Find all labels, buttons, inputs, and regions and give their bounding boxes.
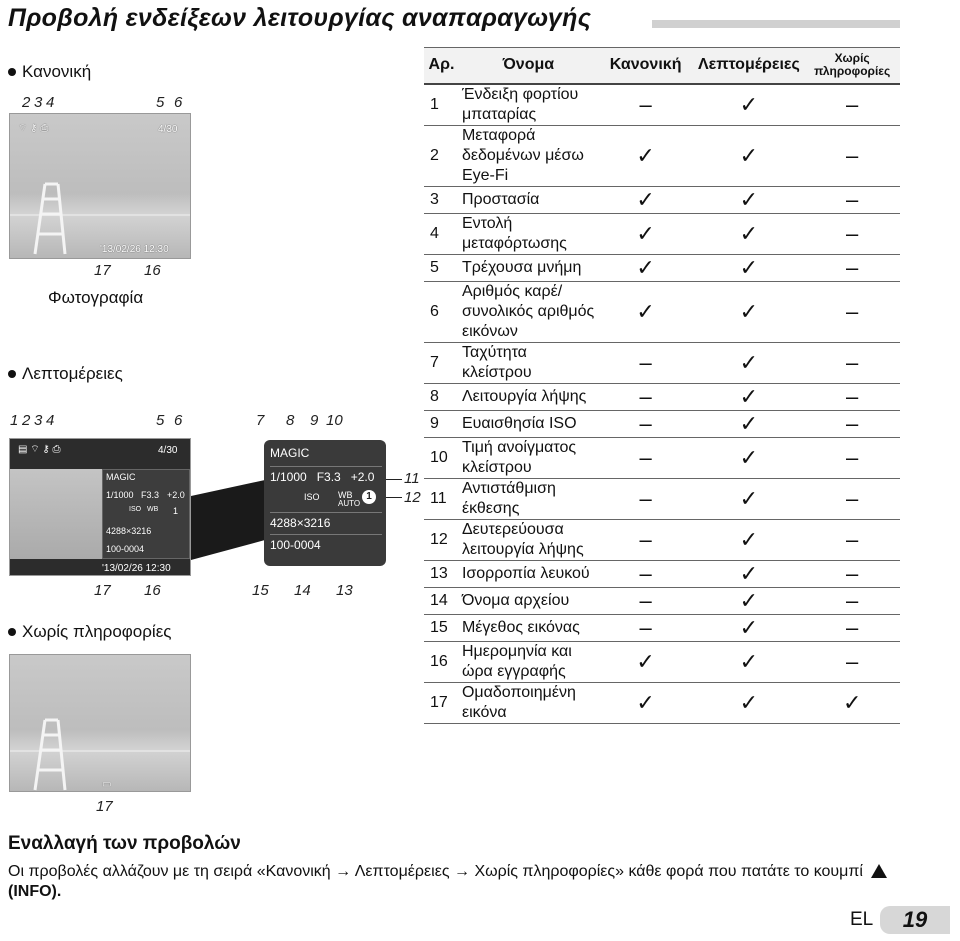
cell-name: Μέγεθος εικόνας — [459, 614, 598, 641]
normal-screen — [9, 113, 191, 259]
callout-12: 12 — [404, 489, 421, 506]
cell-detailed: ✓ — [693, 383, 804, 410]
date-time: '13/02/26 12:30 — [100, 244, 169, 255]
cell-no-info: – — [804, 281, 900, 342]
detailed-thumbnail — [10, 469, 102, 559]
callout-17: 17 — [96, 798, 113, 815]
cell-normal: ✓ — [598, 641, 694, 682]
cell-normal: – — [598, 587, 694, 614]
lifeguard-chair-image — [10, 114, 191, 259]
cell-number: 3 — [424, 186, 459, 213]
language-code: EL — [850, 909, 874, 930]
callout-7: 7 — [256, 412, 265, 429]
zoom-size: 4288×3216 — [270, 512, 382, 530]
cell-normal: ✓ — [598, 125, 694, 186]
cell-detailed: ✓ — [693, 641, 804, 682]
cell-name: Δευτερεύουσα λειτουργία λήψης — [459, 519, 598, 560]
cell-no-info: – — [804, 587, 900, 614]
cell-name: Ημερομηνία και ώρα εγγραφής — [459, 641, 598, 682]
cell-name: Αντιστάθμιση έκθεσης — [459, 478, 598, 519]
cell-no-info: – — [804, 560, 900, 587]
callout-15: 15 — [252, 582, 269, 599]
callout-8: 8 — [286, 412, 295, 429]
cell-number: 9 — [424, 410, 459, 437]
bullet — [8, 370, 16, 378]
callout-17: 17 — [94, 582, 111, 599]
callout-3: 3 — [34, 94, 43, 111]
table-row — [424, 478, 900, 519]
frame-count: 4/30 — [158, 124, 178, 135]
mode-label-detailed — [8, 364, 123, 384]
cell-number: 5 — [424, 254, 459, 281]
cell-no-info: – — [804, 125, 900, 186]
cell-name: Αριθμός καρέ/ συνολικός αριθμός εικόνων — [459, 281, 598, 342]
cell-no-info: – — [804, 342, 900, 383]
cell-detailed: ✓ — [693, 254, 804, 281]
table-row — [424, 587, 900, 614]
section-heading: Εναλλαγή των προβολών — [8, 833, 241, 854]
cell-name: Λειτουργία λήψης — [459, 383, 598, 410]
cell-normal: – — [598, 342, 694, 383]
cell-number: 1 — [424, 84, 459, 126]
table-row — [424, 383, 900, 410]
cell-normal: – — [598, 478, 694, 519]
cell-detailed: ✓ — [693, 682, 804, 723]
cell-normal: ✓ — [598, 281, 694, 342]
cell-detailed: ✓ — [693, 342, 804, 383]
info-label: (INFO). — [8, 883, 62, 900]
cell-number: 4 — [424, 213, 459, 254]
cell-normal: ✓ — [598, 254, 694, 281]
cell-detailed: ✓ — [693, 410, 804, 437]
page-number: 19 — [880, 906, 950, 934]
cell-number: 13 — [424, 560, 459, 587]
cell-no-info: ✓ — [804, 682, 900, 723]
callout-9: 9 — [310, 412, 319, 429]
zoom-file: 100-0004 — [270, 534, 382, 552]
cell-name: Προστασία — [459, 186, 598, 213]
title-rule — [652, 20, 900, 28]
cell-name: Ευαισθησία ISO — [459, 410, 598, 437]
cell-normal: – — [598, 519, 694, 560]
callout-2: 2 — [22, 412, 31, 429]
table-row — [424, 519, 900, 560]
status-icons: ⌔ ⚷ ⎙ — [18, 123, 49, 134]
callout-1: 1 — [10, 412, 19, 429]
table-row — [424, 682, 900, 723]
table-row — [424, 560, 900, 587]
cell-normal: – — [598, 84, 694, 126]
table-row — [424, 213, 900, 254]
cell-normal: – — [598, 437, 694, 478]
cell-no-info: – — [804, 410, 900, 437]
zoom-shutter-row: 1/1000 F3.3 +2.0 — [270, 466, 382, 484]
table-row — [424, 84, 900, 126]
cell-name: Ομαδοποιημένη εικόνα — [459, 682, 598, 723]
cell-no-info: – — [804, 213, 900, 254]
table-row — [424, 342, 900, 383]
cell-number: 10 — [424, 437, 459, 478]
cell-detailed: ✓ — [693, 587, 804, 614]
cell-number: 15 — [424, 614, 459, 641]
cell-number: 7 — [424, 342, 459, 383]
lifeguard-chair-image — [10, 655, 191, 792]
cell-number: 2 — [424, 125, 459, 186]
no-info-screen — [9, 654, 191, 792]
table-row — [424, 281, 900, 342]
callout-4: 4 — [46, 412, 55, 429]
cell-normal: ✓ — [598, 682, 694, 723]
cell-no-info: – — [804, 614, 900, 641]
photo-caption: Φωτογραφία — [48, 288, 144, 307]
callout-6: 6 — [174, 412, 183, 429]
cell-number: 6 — [424, 281, 459, 342]
zoom-iso: ISO — [304, 492, 320, 502]
zoom-wb: WB — [338, 490, 353, 500]
cell-number: 17 — [424, 682, 459, 723]
detailed-status-icons: ▤ ⌔ ⚷ ⎙ — [18, 444, 61, 455]
cell-name: Ισορροπία λευκού — [459, 560, 598, 587]
callout-line-11 — [386, 479, 402, 480]
cell-detailed: ✓ — [693, 125, 804, 186]
table-row — [424, 410, 900, 437]
bullet — [8, 628, 16, 636]
header-detailed: Λεπτομέρειες — [693, 48, 804, 84]
page-title: Προβολή ενδείξεων λειτουργίας αναπαραγωγής — [8, 4, 592, 32]
cell-detailed: ✓ — [693, 281, 804, 342]
callout-3: 3 — [34, 412, 43, 429]
mode-no-info-text: Χωρίς πληροφορίες — [22, 622, 172, 641]
cell-number: 14 — [424, 587, 459, 614]
table-header-row — [424, 48, 900, 84]
callout-5: 5 — [156, 412, 165, 429]
cell-detailed: ✓ — [693, 519, 804, 560]
bullet — [8, 68, 16, 76]
cell-name: Τιμή ανοίγματος κλείστρου — [459, 437, 598, 478]
cell-normal: – — [598, 614, 694, 641]
cell-no-info: – — [804, 437, 900, 478]
table-body — [424, 84, 900, 724]
mode-normal-text: Κανονική — [22, 62, 92, 81]
callout-6: 6 — [174, 94, 183, 111]
cell-normal: – — [598, 560, 694, 587]
header-no-info: Χωρίς πληροφορίες — [804, 48, 900, 84]
cell-normal: ✓ — [598, 186, 694, 213]
cell-name: Ένδειξη φορτίου μπαταρίας — [459, 84, 598, 126]
group-icon: ▭ — [102, 779, 112, 790]
callout-14: 14 — [294, 582, 311, 599]
cell-number: 8 — [424, 383, 459, 410]
cell-detailed: ✓ — [693, 213, 804, 254]
cell-number: 16 — [424, 641, 459, 682]
callout-line-12 — [386, 497, 402, 498]
cell-name: Ταχύτητα κλείστρου — [459, 342, 598, 383]
cell-name: Τρέχουσα μνήμη — [459, 254, 598, 281]
table-row — [424, 125, 900, 186]
table-row — [424, 641, 900, 682]
cell-no-info: – — [804, 254, 900, 281]
header-number: Αρ. — [424, 48, 459, 84]
cell-normal: – — [598, 410, 694, 437]
cell-no-info: – — [804, 84, 900, 126]
cell-detailed: ✓ — [693, 437, 804, 478]
detailed-info-panel: MAGIC 1/1000 F3.3 +2.0 ISO WB 1 4288×3216 100-0004 — [102, 469, 190, 559]
callout-11: 11 — [404, 470, 420, 487]
callout-13: 13 — [336, 582, 353, 599]
cell-number: 12 — [424, 519, 459, 560]
callout-2: 2 — [22, 94, 31, 111]
cell-no-info: – — [804, 641, 900, 682]
cell-detailed: ✓ — [693, 478, 804, 519]
cell-number: 11 — [424, 478, 459, 519]
callout-16: 16 — [144, 262, 161, 279]
cell-name: Μεταφορά δεδομένων μέσω Eye-Fi — [459, 125, 598, 186]
detailed-frame-count: 4/30 — [158, 445, 178, 456]
zoom-wb-mode: AUTO — [338, 499, 361, 508]
mode-label-no-info — [8, 622, 171, 642]
cell-detailed: ✓ — [693, 84, 804, 126]
switch-text: Οι προβολές αλλάζουν με τη σειρά «Κανονική → Λεπτομέρειες → Χωρίς πληροφορίες» κάθε φορά που πατάτε το κουμπί — [8, 863, 863, 880]
cell-detailed: ✓ — [693, 186, 804, 213]
callout-5: 5 — [156, 94, 165, 111]
table-row — [424, 614, 900, 641]
cell-no-info: – — [804, 478, 900, 519]
switch-paragraph — [8, 862, 948, 902]
detailed-screen — [9, 438, 191, 576]
indicator-table — [424, 47, 900, 724]
cell-no-info: – — [804, 383, 900, 410]
callout-10: 10 — [326, 412, 343, 429]
cell-detailed: ✓ — [693, 614, 804, 641]
cell-name: Εντολή μεταφόρτωσης — [459, 213, 598, 254]
zoom-one-badge: 1 — [362, 490, 376, 504]
zoom-wedge — [191, 440, 265, 580]
table-row — [424, 437, 900, 478]
cell-no-info: – — [804, 186, 900, 213]
triangle-button-icon — [871, 864, 887, 878]
header-normal: Κανονική — [598, 48, 694, 84]
callout-16: 16 — [144, 582, 161, 599]
mode-label-normal — [8, 62, 91, 82]
zoom-magic: MAGIC — [270, 446, 310, 460]
cell-normal: ✓ — [598, 213, 694, 254]
table-row — [424, 186, 900, 213]
callout-17: 17 — [94, 262, 111, 279]
cell-normal: – — [598, 383, 694, 410]
mode-detailed-text: Λεπτομέρειες — [22, 364, 123, 383]
cell-name: Όνομα αρχείου — [459, 587, 598, 614]
table-row — [424, 254, 900, 281]
cell-no-info: – — [804, 519, 900, 560]
detailed-date-time: '13/02/26 12:30 — [102, 563, 171, 574]
cell-detailed: ✓ — [693, 560, 804, 587]
header-name: Όνομα — [459, 48, 598, 84]
zoom-info-panel — [264, 440, 386, 566]
callout-4: 4 — [46, 94, 55, 111]
